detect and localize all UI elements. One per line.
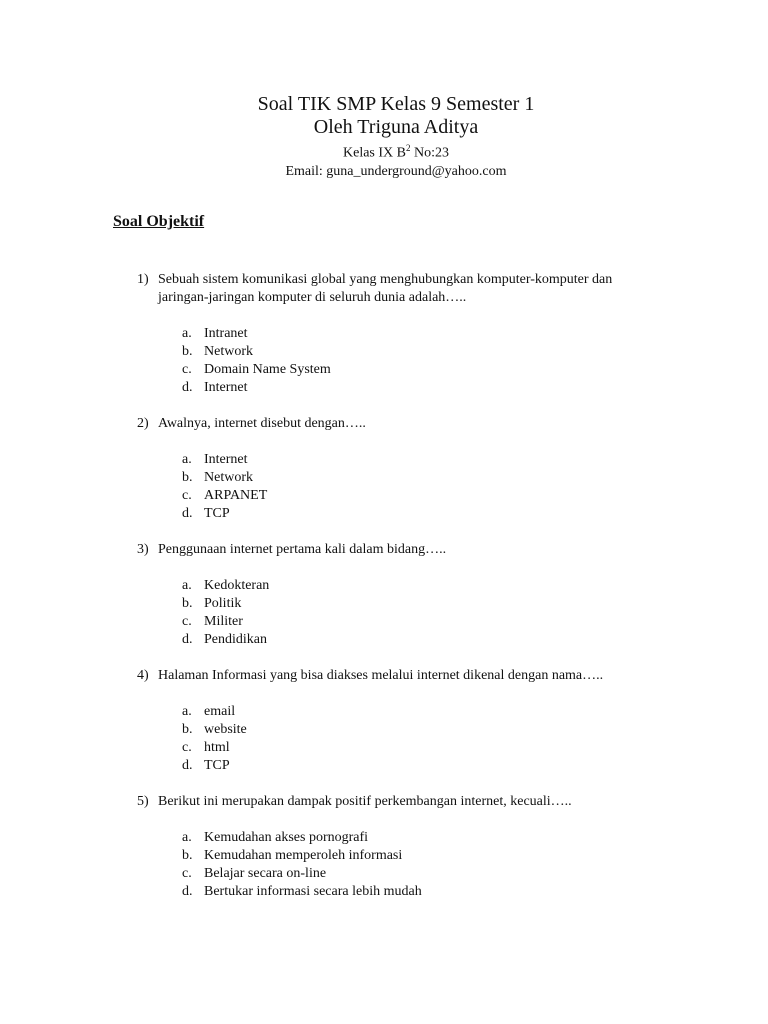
question-item [137, 667, 657, 775]
option-text: Network [204, 470, 253, 485]
option-list [182, 829, 657, 901]
document-author: Oleh Triguna Aditya [313, 116, 479, 138]
question-number: 4) [137, 668, 149, 683]
question-text: Sebuah sistem komunikasi global yang menghubungkan komputer-komputer dan jaringan-jaringan komputer di seluruh dunia adalah….. [158, 272, 613, 305]
option-text: Pendidikan [204, 632, 267, 647]
option-item [182, 757, 657, 775]
option-item [182, 721, 657, 739]
option-text: Bertukar informasi secara lebih mudah [204, 884, 422, 899]
option-text: Politik [204, 596, 242, 611]
question-row [137, 415, 657, 433]
option-item [182, 739, 657, 757]
question-row [137, 271, 657, 307]
option-item [182, 829, 657, 847]
option-item [182, 865, 657, 883]
option-item [182, 631, 657, 649]
option-text: ARPANET [204, 488, 268, 503]
option-item [182, 325, 657, 343]
class-superscript: 2 [406, 143, 411, 153]
option-text: TCP [204, 506, 230, 521]
document-title: Soal TIK SMP Kelas 9 Semester 1 [257, 93, 535, 115]
question-item [137, 415, 657, 523]
option-letter: d. [182, 758, 193, 773]
question-number: 3) [137, 542, 149, 557]
question-text: Penggunaan internet pertama kali dalam bidang….. [158, 542, 447, 557]
class-suffix: No:23 [410, 145, 449, 161]
question-item [137, 793, 657, 901]
option-letter: a. [182, 704, 192, 719]
option-item [182, 847, 657, 865]
option-text: Militer [204, 614, 243, 629]
question-text: Berikut ini merupakan dampak positif perkembangan internet, kecuali….. [158, 794, 572, 809]
option-text: Kemudahan akses pornografi [204, 830, 369, 845]
question-row [137, 793, 657, 811]
option-text: Kedokteran [204, 578, 270, 593]
question-number: 1) [137, 272, 149, 287]
option-letter: c. [182, 614, 192, 629]
question-number: 2) [137, 416, 149, 431]
option-text: Internet [204, 452, 248, 467]
option-text: Domain Name System [204, 362, 331, 377]
option-text: Network [204, 344, 253, 359]
option-letter: a. [182, 326, 192, 341]
question-row [137, 667, 657, 685]
option-text: html [204, 740, 230, 755]
option-letter: b. [182, 596, 193, 611]
option-item [182, 577, 657, 595]
option-letter: b. [182, 344, 193, 359]
option-item [182, 487, 657, 505]
option-item [182, 361, 657, 379]
option-item [182, 469, 657, 487]
option-item [182, 451, 657, 469]
email: Email: guna_underground@yahoo.com [285, 163, 507, 179]
option-list [182, 325, 657, 397]
document-header [0, 93, 768, 181]
option-text: email [204, 704, 236, 719]
question-item [137, 271, 657, 397]
option-letter: a. [182, 830, 192, 845]
option-item [182, 595, 657, 613]
option-letter: a. [182, 578, 192, 593]
option-text: Belajar secara on-line [204, 866, 327, 881]
class-info [0, 139, 768, 163]
option-letter: d. [182, 632, 193, 647]
option-list [182, 577, 657, 649]
option-letter: c. [182, 866, 192, 881]
question-row [137, 541, 657, 559]
option-letter: c. [182, 740, 192, 755]
option-letter: a. [182, 452, 192, 467]
class-prefix: Kelas IX B [343, 145, 406, 161]
option-letter: d. [182, 884, 193, 899]
option-item [182, 613, 657, 631]
question-text: Awalnya, internet disebut dengan….. [158, 416, 366, 431]
option-letter: b. [182, 848, 193, 863]
option-text: Internet [204, 380, 248, 395]
option-letter: b. [182, 470, 193, 485]
option-text: Kemudahan memperoleh informasi [204, 848, 403, 863]
option-item [182, 703, 657, 721]
option-item [182, 883, 657, 901]
option-letter: c. [182, 362, 192, 377]
option-list [182, 451, 657, 523]
option-text: website [204, 722, 247, 737]
option-letter: c. [182, 488, 192, 503]
section-title: Soal Objektif [113, 213, 205, 230]
option-text: TCP [204, 758, 230, 773]
question-number: 5) [137, 794, 149, 809]
question-list [137, 271, 657, 919]
option-item [182, 505, 657, 523]
option-text: Intranet [204, 326, 248, 341]
option-item [182, 379, 657, 397]
option-letter: d. [182, 380, 193, 395]
question-text: Halaman Informasi yang bisa diakses melalui internet dikenal dengan nama….. [158, 668, 604, 683]
option-list [182, 703, 657, 775]
option-letter: d. [182, 506, 193, 521]
option-item [182, 343, 657, 361]
option-letter: b. [182, 722, 193, 737]
question-item [137, 541, 657, 649]
